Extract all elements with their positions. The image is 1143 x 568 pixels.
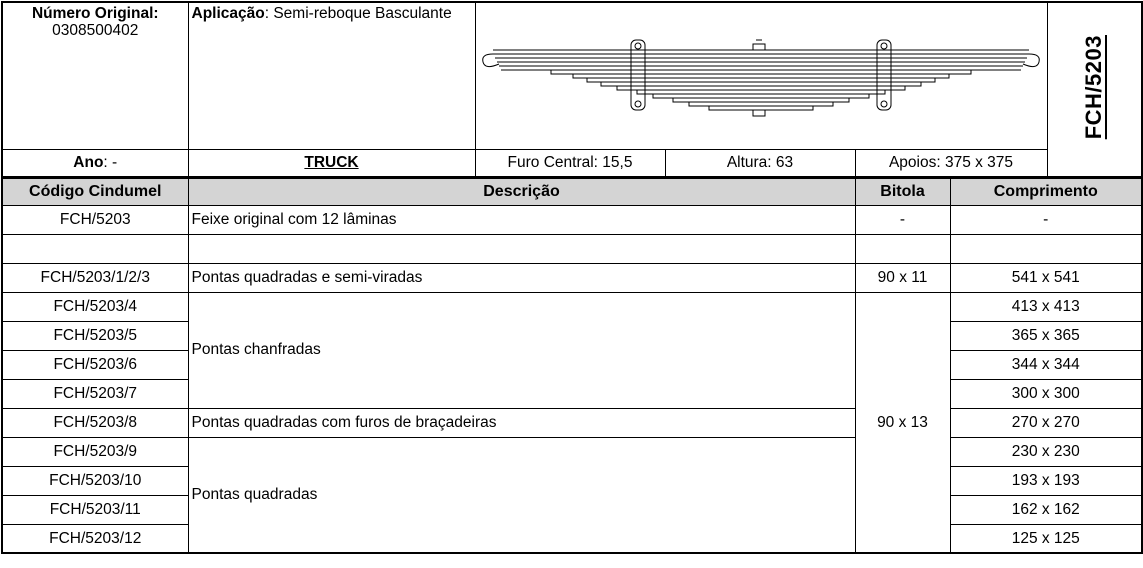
col-codigo: Código Cindumel — [2, 177, 188, 205]
row-comprimento: 300 x 300 — [950, 379, 1142, 408]
numero-original-value: 0308500402 — [52, 22, 139, 40]
code-vertical-cell — [1047, 2, 1142, 177]
spring-top-curl-left — [483, 54, 499, 67]
aplicacao-cell — [188, 2, 475, 149]
code-vertical-label: FCH/5203 — [1081, 35, 1107, 140]
row-comprimento: 162 x 162 — [950, 495, 1142, 524]
ano-label: Ano — [73, 153, 104, 171]
apoios: Apoios: 375 x 375 — [855, 149, 1047, 177]
row-descricao: Pontas quadradas e semi-viradas — [188, 263, 855, 292]
row-comprimento: 230 x 230 — [950, 437, 1142, 466]
row-comprimento — [950, 234, 1142, 263]
row-comprimento: 270 x 270 — [950, 408, 1142, 437]
col-descricao: Descrição — [188, 177, 855, 205]
row-codigo: FCH/5203/7 — [2, 379, 188, 408]
row-bitola: - — [855, 205, 950, 234]
ano-cell — [2, 149, 188, 177]
row-codigo: FCH/5203/5 — [2, 321, 188, 350]
row-codigo: FCH/5203 — [2, 205, 188, 234]
group-bitola: 90 x 13 — [855, 292, 950, 553]
spec-sheet — [1, 1, 1142, 566]
furo-central: Furo Central: 15,5 — [475, 149, 665, 177]
numero-original-label: Número Original: — [31, 5, 159, 22]
group-bracadeiras: Pontas quadradas com furos de braçadeiras — [188, 408, 855, 437]
row-codigo — [2, 234, 188, 263]
row-codigo: FCH/5203/8 — [2, 408, 188, 437]
row-comprimento: 413 x 413 — [950, 292, 1142, 321]
table-row — [2, 263, 1142, 292]
table-row — [2, 408, 1142, 437]
row-codigo: FCH/5203/11 — [2, 495, 188, 524]
leaf-spring-drawing — [477, 14, 1045, 134]
brand-cell: TRUCK — [188, 149, 475, 177]
row-comprimento: 365 x 365 — [950, 321, 1142, 350]
aplicacao-value: : Semi-reboque Basculante — [264, 5, 452, 22]
group-quadradas: Pontas quadradas — [188, 437, 855, 553]
row-codigo: FCH/5203/12 — [2, 524, 188, 553]
row-descricao: Feixe original com 12 lâminas — [188, 205, 855, 234]
table-row — [2, 437, 1142, 466]
col-comprimento: Comprimento — [950, 177, 1142, 205]
row-comprimento: 541 x 541 — [950, 263, 1142, 292]
aplicacao-label: Aplicação — [191, 5, 265, 22]
group-chanfradas: Pontas chanfradas — [188, 292, 855, 408]
ano-value: : - — [103, 153, 118, 171]
table-row — [2, 205, 1142, 234]
row-codigo: FCH/5203/9 — [2, 437, 188, 466]
row-comprimento: 125 x 125 — [950, 524, 1142, 553]
row-codigo: FCH/5203/4 — [2, 292, 188, 321]
row-bitola — [855, 234, 950, 263]
col-bitola: Bitola — [855, 177, 950, 205]
row-descricao — [188, 234, 855, 263]
table-row — [2, 292, 1142, 321]
row-codigo: FCH/5203/1/2/3 — [2, 263, 188, 292]
row-comprimento: 193 x 193 — [950, 466, 1142, 495]
row-codigo: FCH/5203/6 — [2, 350, 188, 379]
row-comprimento: - — [950, 205, 1142, 234]
numero-original-cell — [2, 2, 188, 149]
altura: Altura: 63 — [665, 149, 855, 177]
spring-top-curl-right — [1023, 54, 1039, 67]
row-codigo: FCH/5203/10 — [2, 466, 188, 495]
table-row-empty — [2, 234, 1142, 263]
spring-drawing-cell — [475, 2, 1047, 149]
row-comprimento: 344 x 344 — [950, 350, 1142, 379]
row-bitola: 90 x 11 — [855, 263, 950, 292]
spec-table — [1, 1, 1143, 554]
